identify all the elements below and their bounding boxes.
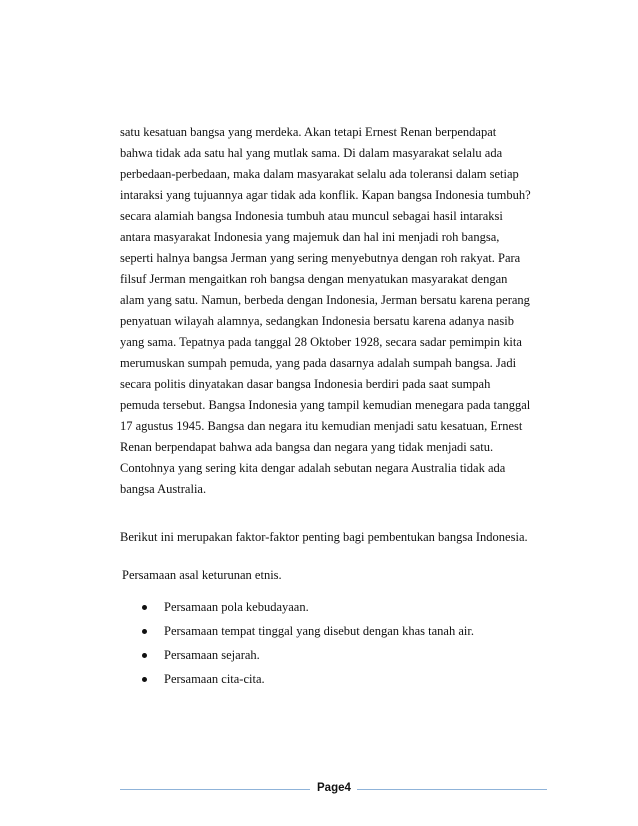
list-item-text: Persamaan sejarah. — [164, 648, 260, 662]
list-item-text: Persamaan cita-cita. — [164, 672, 265, 686]
body-line-3: perbedaan-perbedaan, maka dalam masyarakat selalu ada toleransi dalam setiap — [120, 167, 519, 181]
page-number: Page4 — [317, 782, 351, 794]
body-line-2: bahwa tidak ada satu hal yang mutlak sama. Di dalam masyarakat selalu ada — [120, 146, 503, 160]
body-line-4: intaraksi yang tujuannya agar tidak ada konflik. Kapan bangsa Indonesia tumbuh? — [120, 188, 531, 202]
body-line-1: satu kesatuan bangsa yang merdeka. Akan tetapi Ernest Renan berpendapat — [120, 125, 497, 139]
body-line-17: Contohnya yang sering kita dengar adalah sebutan negara Australia tidak ada — [120, 461, 506, 475]
list-item-text: Persamaan tempat tinggal yang disebut dengan khas tanah air. — [164, 624, 474, 638]
bullet-icon — [142, 629, 147, 634]
footer-rule-right — [357, 789, 547, 790]
footer-rule-left — [120, 789, 310, 790]
subintro-sentence: Persamaan asal keturunan etnis. — [122, 568, 282, 582]
bullet-icon — [142, 605, 147, 610]
body-line-6: antara masyarakat Indonesia yang majemuk dan hal ini menjadi roh bangsa, — [120, 230, 500, 244]
bullet-icon — [142, 677, 147, 682]
body-line-5: secara alamiah bangsa Indonesia tumbuh atau muncul sebagai hasil intaraksi — [120, 209, 503, 223]
body-line-11: yang sama. Tepatnya pada tanggal 28 Oktober 1928, secara sadar pemimpin kita — [120, 335, 522, 349]
body-line-12: merumuskan sumpah pemuda, yang pada dasarnya adalah sumpah bangsa. Jadi — [120, 356, 517, 370]
body-line-15: 17 agustus 1945. Bangsa dan negara itu kemudian menjadi satu kesatuan, Ernest — [120, 419, 523, 433]
body-line-16: Renan berpendapat bahwa ada bangsa dan negara yang tidak menjadi satu. — [120, 440, 494, 454]
body-line-8: filsuf Jerman mengaitkan roh bangsa dengan menyatukan masyarakat dengan — [120, 272, 508, 286]
body-line-18: bangsa Australia. — [120, 482, 207, 496]
body-line-14: pemuda tersebut. Bangsa Indonesia yang tampil kemudian menegara pada tanggal — [120, 398, 531, 412]
list-item-text: Persamaan pola kebudayaan. — [164, 600, 309, 614]
intro-sentence: Berikut ini merupakan faktor-faktor penting bagi pembentukan bangsa Indonesia. — [120, 530, 528, 544]
body-line-9: alam yang satu. Namun, berbeda dengan Indonesia, Jerman bersatu karena perang — [120, 293, 530, 307]
bullet-icon — [142, 653, 147, 658]
body-line-10: penyatuan wilayah alamnya, sedangkan Indonesia bersatu karena adanya nasib — [120, 314, 514, 328]
body-line-13: secara politis dinyatakan dasar bangsa Indonesia berdiri pada saat sumpah — [120, 377, 491, 391]
body-line-7: seperti halnya bangsa Jerman yang sering menyebutnya dengan roh rakyat. Para — [120, 251, 521, 265]
